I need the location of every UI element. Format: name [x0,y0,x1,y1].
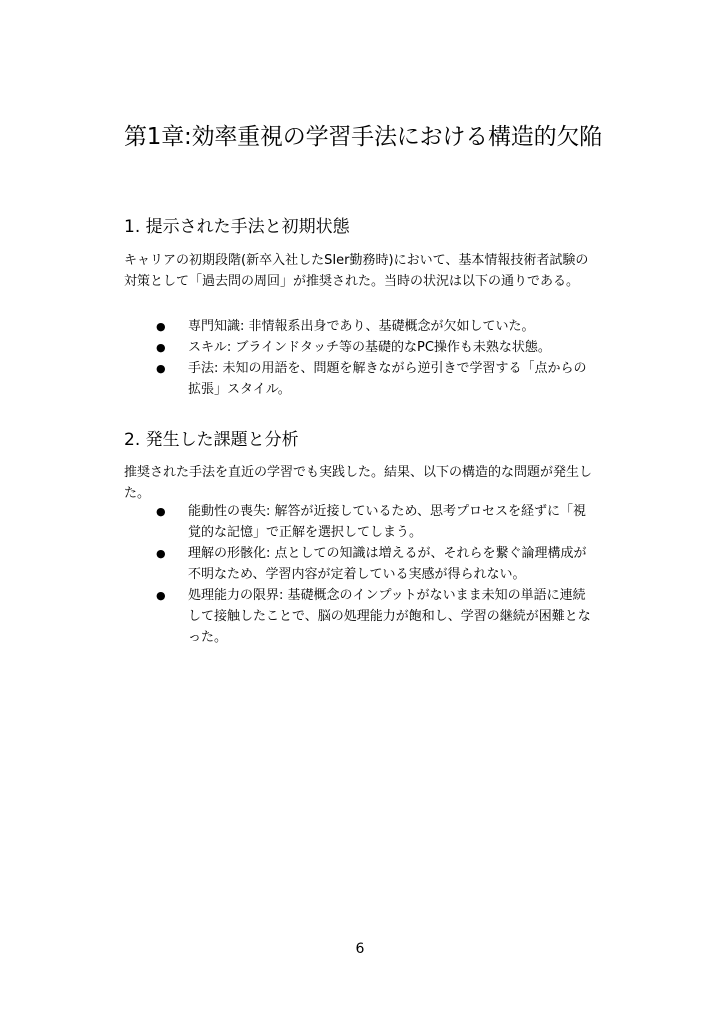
section-2-paragraph: 推奨された手法を直近の学習でも実践した。結果、以下の構造的な問題が発生した。 [124,465,593,501]
section-2-bullet-list [124,501,598,648]
list-item-text: 手法: 未知の用語を、問題を解きながら逆引きで学習する「点からの拡張」スタイル。 [188,361,587,397]
list-item-text: 理解の形骸化: 点としての知識は増えるが、それらを繋ぐ論理構成が不明なため、学習内容が定着している実感が得られない。 [188,546,587,582]
bullet-icon: ● [156,341,166,354]
page-number: 6 [355,941,365,957]
list-item [124,358,598,400]
bullet-icon: ● [156,362,166,375]
list-item-text: 専門知識: 非情報系出身であり、基礎概念が欠如していた。 [188,319,535,334]
section-heading-2: 2. 発生した課題と分析 [124,430,299,450]
list-item-text: スキル: ブラインドタッチ等の基礎的なPC操作も未熟な状態。 [188,340,551,355]
section-heading-1: 1. 提示された手法と初期状態 [124,217,350,237]
list-item-text: 能動性の喪失: 解答が近接しているため、思考プロセスを経ずに「視覚的な記憶」で正解を選択してしまう。 [188,504,586,540]
section-1-paragraph: キャリアの初期段階(新卒入社したSIer勤務時)において、基本情報技術者試験の対策として「過去問の周回」が推奨された。当時の状況は以下の通りである。 [124,253,589,289]
bullet-icon: ● [156,505,166,518]
section-1-bullet-list [124,316,598,400]
bullet-icon: ● [156,320,166,333]
list-item [124,543,598,585]
list-item [124,316,598,337]
list-item [124,585,598,648]
list-item-text: 処理能力の限界: 基礎概念のインプットがないまま未知の単語に連続して接触したことで、脳の処理能力が飽和し、学習の継続が困難となった。 [188,588,591,645]
list-item [124,337,598,358]
list-item [124,501,598,543]
bullet-icon: ● [156,589,166,602]
chapter-title: 第1章:効率重視の学習手法における構造的欠陥 [124,124,602,150]
bullet-icon: ● [156,547,166,560]
